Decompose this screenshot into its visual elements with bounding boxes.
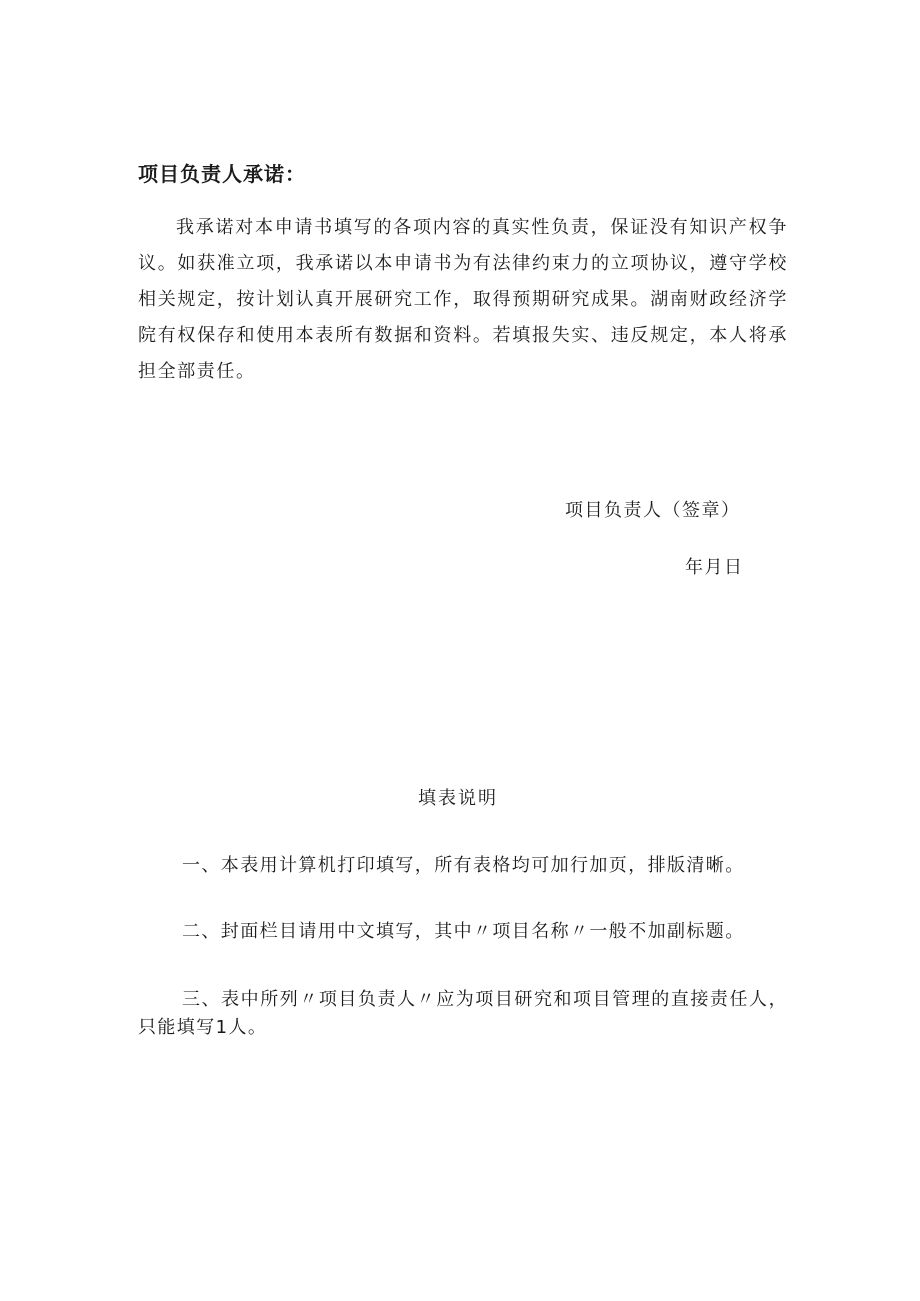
pledge-body: 我承诺对本申请书填写的各项内容的真实性负责，保证没有知识产权争议。如获准立项，我承诺以本申请书为有法律约束力的立项协议，遵守学校相关规定，按计划认真开展研究工作，取得预期研究成果。湖南财政经济学院有权保存和使用本表所有数据和资料。若填报失实、违反规定，本人将承担全部责任。	[138, 217, 788, 382]
date-line: 年月日	[685, 557, 744, 578]
instruction-item: 二、封面栏目请用中文填写，其中〃项目名称〃一般不加副标题。	[182, 921, 745, 942]
pledge-title: 项目负责人承诺：	[138, 162, 306, 186]
instruction-item: 一、本表用计算机打印填写，所有表格均可加行加页，排版清晰。	[182, 855, 745, 876]
instruction-item: 三、表中所列〃项目负责人〃应为项目研究和项目管理的直接责任人，只能填写1人。	[138, 989, 788, 1038]
instructions-title: 填表说明	[418, 788, 498, 809]
signature-line: 项目负责人（签章）	[565, 500, 741, 521]
